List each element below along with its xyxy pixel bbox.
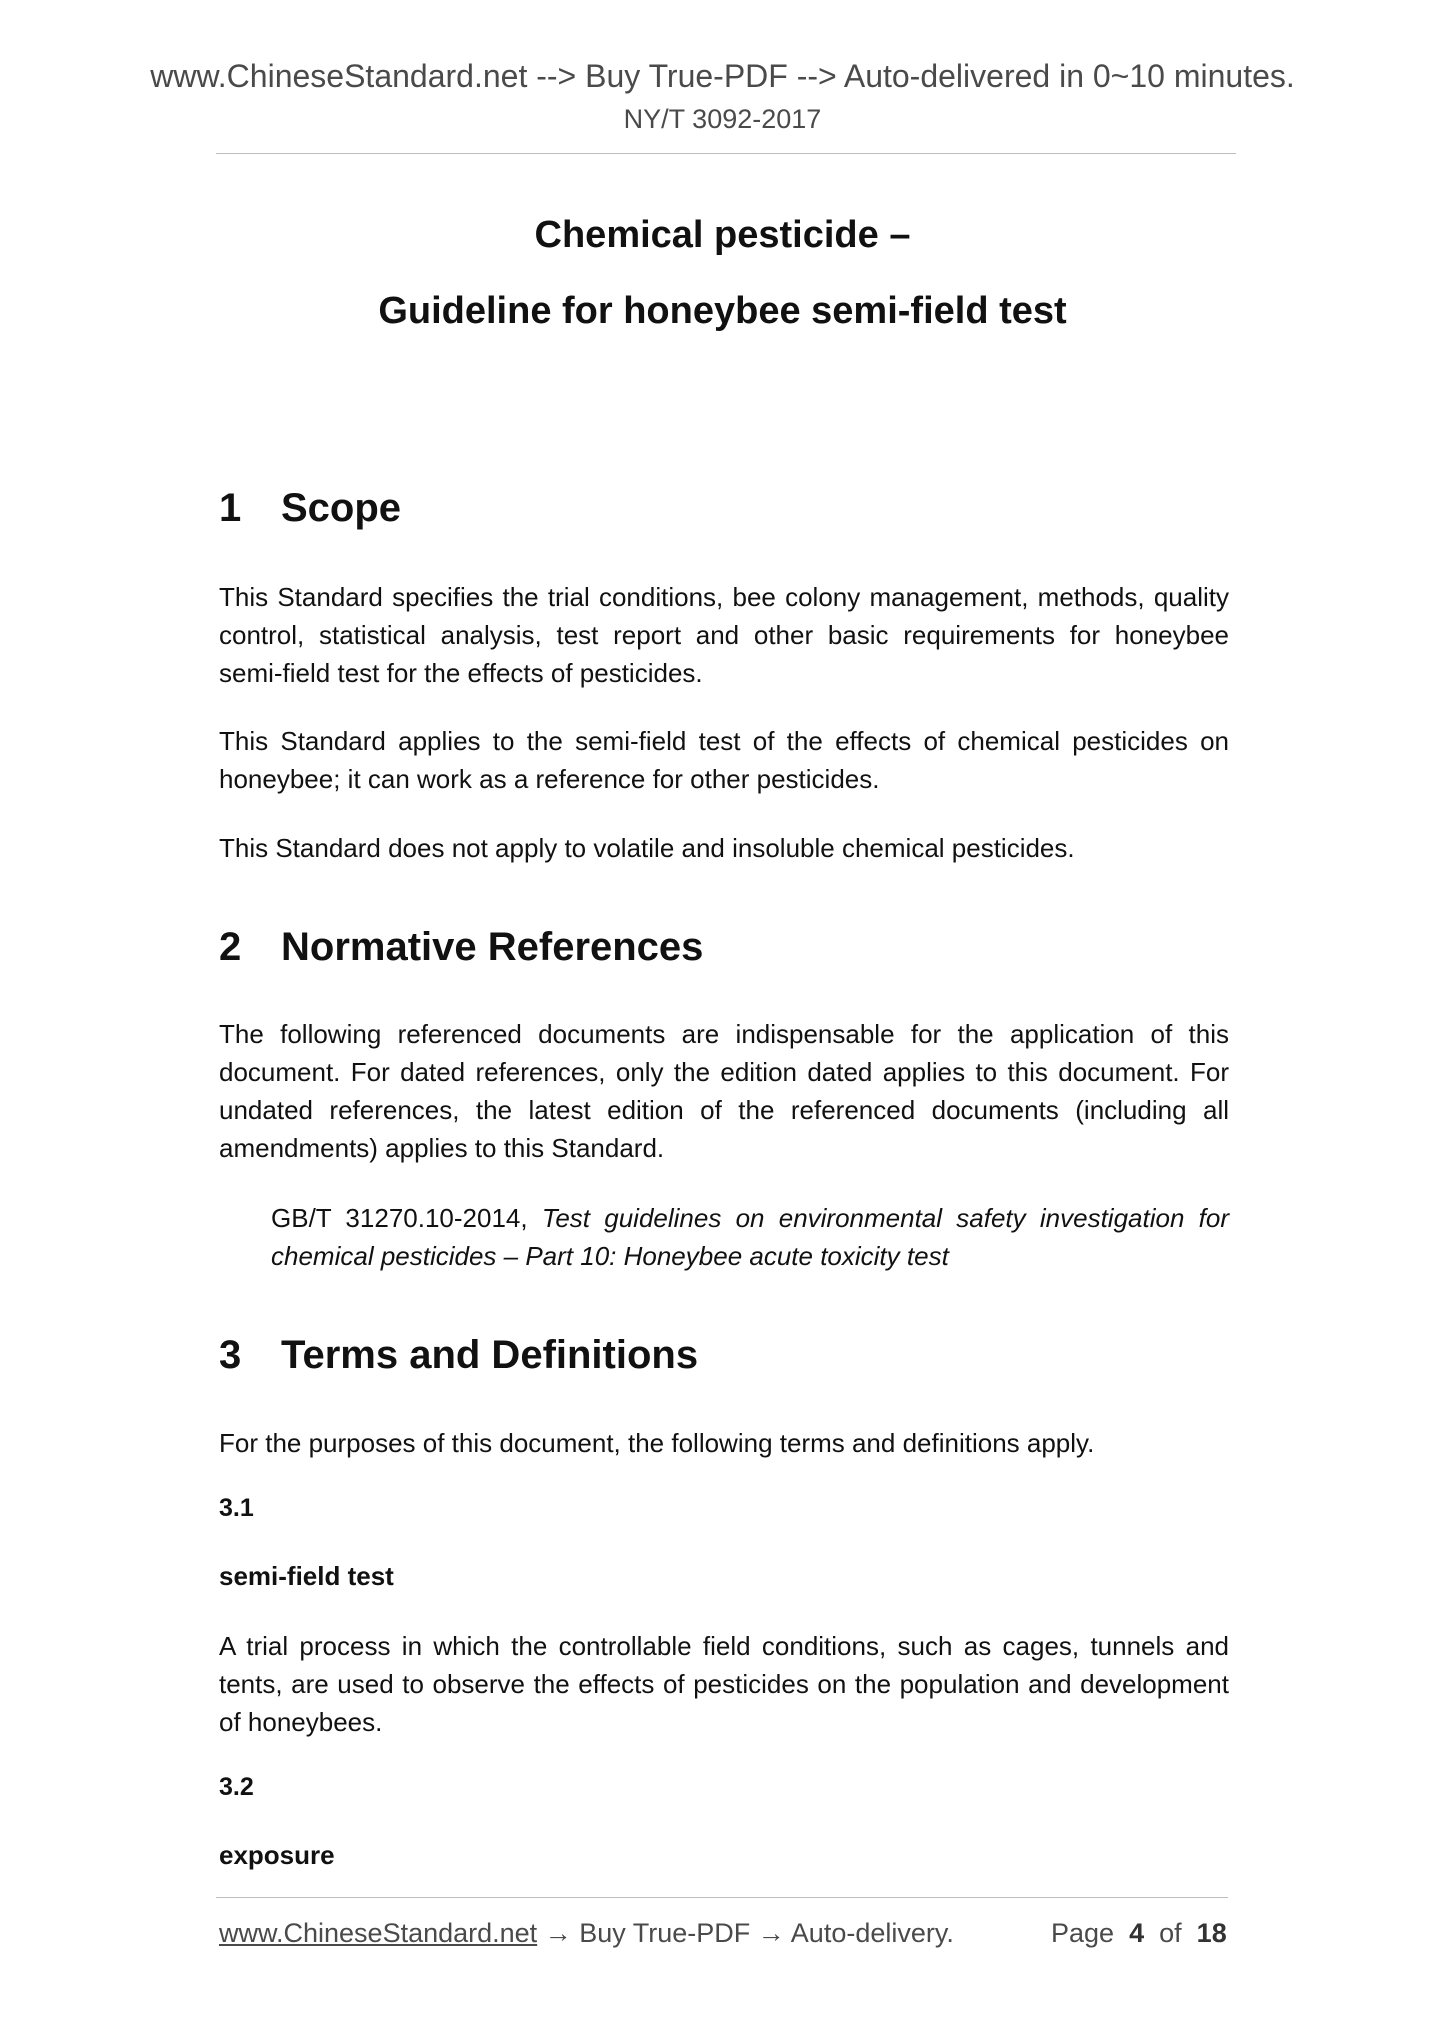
- term-number-3-1: 3.1: [219, 1494, 254, 1522]
- term-number-3-2: 3.2: [219, 1773, 254, 1801]
- page-indicator: [1051, 1918, 1227, 1949]
- footer-promo: [219, 1918, 954, 1949]
- reference-code: GB/T 31270.10-2014,: [271, 1203, 528, 1233]
- of-label: of: [1159, 1918, 1182, 1948]
- text-line: This Standard applies to the semi-field test of the effects of chemical pesticides on: [219, 726, 1229, 756]
- section-title: Scope: [281, 486, 402, 530]
- section-number: 1: [219, 486, 242, 530]
- document-title-line1: Chemical pesticide –: [534, 214, 911, 256]
- page-total: 18: [1196, 1918, 1227, 1948]
- term-semi-field-test: semi-field test: [219, 1561, 394, 1591]
- arrow-right-icon: →: [544, 1918, 572, 1948]
- section-number: 2: [219, 925, 242, 969]
- text-line: amendments) applies to this Standard.: [219, 1133, 665, 1163]
- text-line: For the purposes of this document, the following terms and definitions apply.: [219, 1428, 1095, 1458]
- text-line: document. For dated references, only the edition dated applies to this document. For: [219, 1057, 1229, 1087]
- reference-title: Test guidelines on environmental safety investigation for: [541, 1203, 1229, 1233]
- section-heading-normative-references: [219, 925, 703, 970]
- scope-paragraph-3: [219, 829, 1229, 867]
- section-heading-terms-definitions: [219, 1333, 698, 1378]
- terms-intro: [219, 1424, 1229, 1462]
- normative-paragraph: [219, 1015, 1229, 1167]
- document-title-line2: Guideline for honeybee semi-field test: [378, 290, 1067, 332]
- scope-paragraph-1: [219, 578, 1229, 692]
- section-heading-scope: [219, 486, 401, 531]
- term-exposure: exposure: [219, 1840, 335, 1870]
- text-line: A trial process in which the controllable field conditions, such as cages, tunnels and: [219, 1631, 1229, 1661]
- text-line: This Standard specifies the trial conditions, bee colony management, methods, quality: [219, 582, 1229, 612]
- reference-title: chemical pesticides – Part 10: Honeybee acute toxicity test: [271, 1241, 949, 1271]
- text-line: of honeybees.: [219, 1707, 383, 1737]
- text-line: The following referenced documents are indispensable for the application of this: [219, 1019, 1229, 1049]
- section-title: Terms and Definitions: [281, 1333, 699, 1377]
- text-line: honeybee; it can work as a reference for other pesticides.: [219, 764, 880, 794]
- text-line: undated references, the latest edition of the referenced documents (including all: [219, 1095, 1229, 1125]
- section-title: Normative References: [281, 925, 704, 969]
- term-definition-3-1: [219, 1627, 1229, 1741]
- footer-delivery-text: Auto-delivery.: [790, 1918, 954, 1948]
- footer-divider: [216, 1897, 1228, 1898]
- standard-number: NY/T 3092-2017: [623, 104, 822, 134]
- normative-reference-entry: [271, 1199, 1229, 1275]
- text-line: tents, are used to observe the effects of pesticides on the population and development: [219, 1669, 1229, 1699]
- text-line: [271, 1199, 1229, 1237]
- section-number: 3: [219, 1333, 242, 1377]
- arrow-right-icon: →: [757, 1918, 785, 1948]
- page-label: Page: [1051, 1918, 1115, 1948]
- header-divider: [216, 153, 1236, 154]
- text-line: This Standard does not apply to volatile and insoluble chemical pesticides.: [219, 833, 1075, 863]
- page-current: 4: [1129, 1918, 1145, 1948]
- scope-paragraph-2: [219, 722, 1229, 798]
- text-line: control, statistical analysis, test report and other basic requirements for honeybee: [219, 620, 1229, 650]
- footer-buy-text: Buy True-PDF: [579, 1918, 751, 1948]
- text-line: [271, 1237, 1229, 1275]
- footer-site-link[interactable]: www.ChineseStandard.net: [219, 1918, 538, 1948]
- header-banner: www.ChineseStandard.net --> Buy True-PDF --> Auto-delivered in 0~10 minutes.: [150, 58, 1295, 94]
- text-line: semi-field test for the effects of pesticides.: [219, 658, 703, 688]
